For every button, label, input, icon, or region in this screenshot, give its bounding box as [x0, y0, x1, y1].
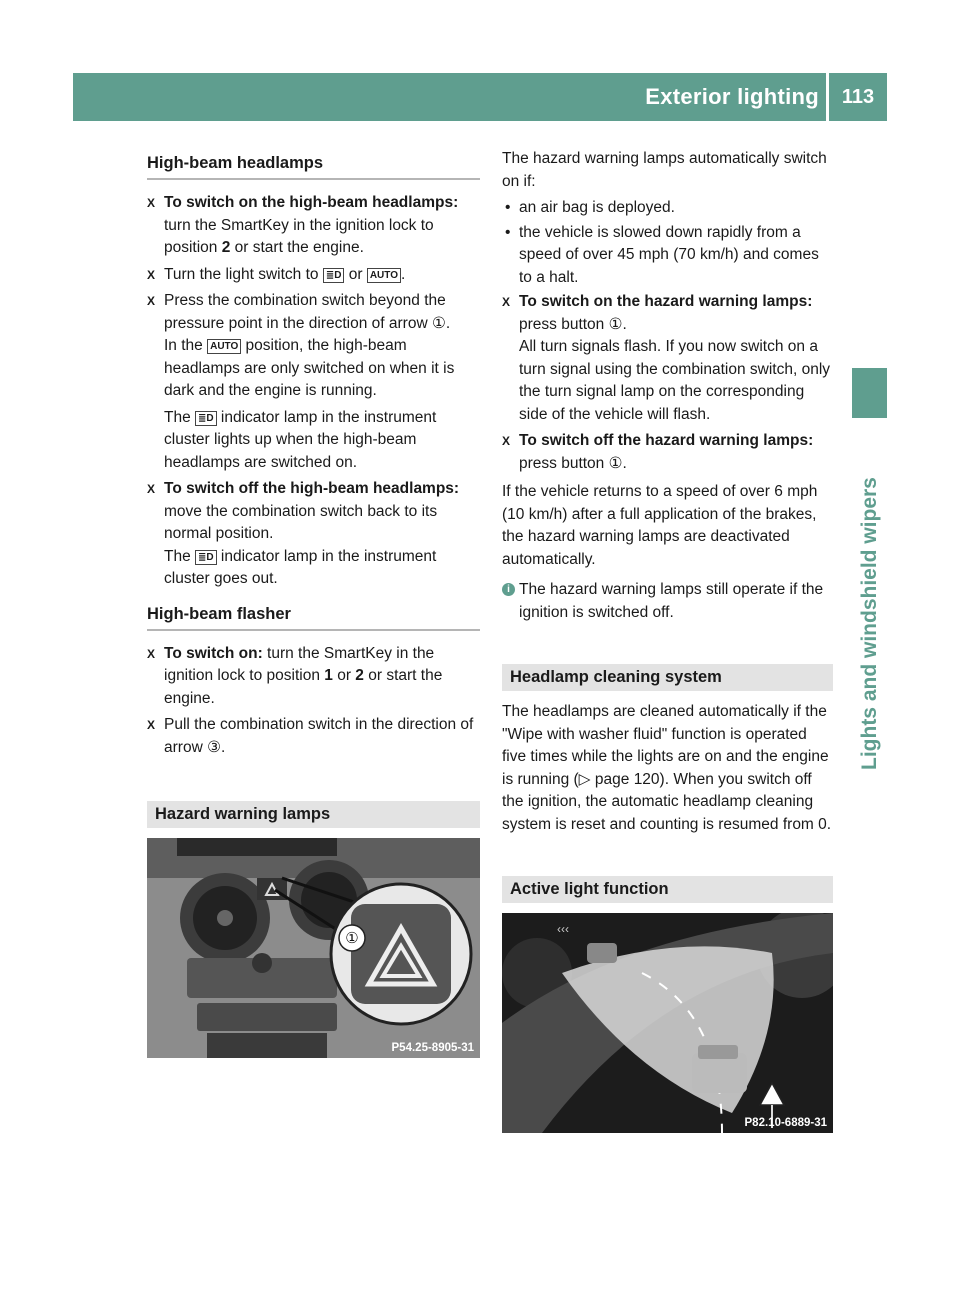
auto-light-icon: AUTO	[367, 268, 401, 283]
high-beam-icon: ≣D	[195, 550, 217, 565]
step-hazard-on: X To switch on the hazard warning lamps: press button ①. All turn signals flash. If you now switch on a turn signal using the combination switch, only the turn signal lamp on the corresponding side of the vehicle will flash.	[502, 293, 831, 423]
bullet-item: • an air bag is deployed.	[505, 199, 675, 216]
auto-light-icon: AUTO	[207, 339, 241, 354]
step-arrow-icon: X	[147, 267, 156, 282]
heading-high-beam-flasher: High-beam flasher	[147, 605, 480, 631]
hazard-switch-figure	[147, 838, 480, 1058]
step-arrow-icon: X	[502, 434, 511, 448]
step-switch-on-high-beam: X To switch on the high-beam headlamps: turn the SmartKey in the ignition lock to position 2 or start the engine.	[147, 194, 459, 256]
step-hazard-off: X To switch off the hazard warning lamps: press button ①.	[502, 432, 814, 472]
step-flasher-switch-on: X To switch on: turn the SmartKey in the ignition lock to position 1 or 2 or start the engine.	[147, 644, 443, 707]
chapter-tab	[852, 368, 887, 418]
active-light-figure	[502, 913, 833, 1133]
hazard-switch-illustration	[147, 838, 480, 1058]
left-column	[147, 148, 480, 1058]
bullet-item: • the vehicle is slowed down rapidly from a speed of over 45 mph (70 km/h) and comes to a halt.	[505, 223, 819, 286]
figure-code: P82.10-6889-31	[744, 1117, 827, 1129]
step-arrow-icon: X	[147, 482, 156, 496]
page-header	[73, 73, 887, 121]
headlamp-cleaning-para: The headlamps are cleaned automatically if the "Wipe with washer fluid" function is operated five times while the lights are on and the engine is running (▷ page 120). When you switch off the ignition, the automatic headlamp cleaning system is reset and counting is resumed from 0.	[502, 703, 832, 833]
callout-1: ①	[345, 930, 359, 947]
step-arrow-icon: X	[502, 295, 511, 309]
hazard-para: If the vehicle returns to a speed of over 6 mph (10 km/h) after a full application of the brakes, the hazard warning lamps are deactivated automatically.	[502, 483, 818, 568]
heading-hazard-warning-lamps: Hazard warning lamps	[147, 801, 480, 828]
page-number: 113	[841, 86, 875, 108]
step-arrow-icon: X	[147, 646, 156, 661]
hazard-note: i The hazard warning lamps still operate if the ignition is switched off.	[502, 579, 833, 624]
step-press-combination-switch: X Press the combination switch beyond the pressure point in the direction of arrow ①. In the AUTO position, the high-beam headlamps are only switched on when it is dark and the engine is running. The ≣D indicator lamp in the instrument cluster lights up when the high-beam headlamps are switched on.	[147, 292, 455, 471]
step-switch-off-high-beam: X To switch off the high-beam headlamps: move the combination switch back to its normal position. The ≣D indicator lamp in the instrument cluster goes out.	[147, 480, 460, 587]
step-arrow-icon: X	[147, 294, 156, 308]
right-column	[502, 148, 833, 1133]
chapter-label: Lights and windshield wipers	[858, 477, 881, 770]
info-icon: i	[502, 583, 515, 596]
heading-high-beam-headlamps: High-beam headlamps	[147, 154, 480, 180]
step-flasher-pull: X Pull the combination switch in the direction of arrow ③.	[147, 716, 474, 756]
svg-text:‹‹‹: ‹‹‹	[557, 922, 569, 936]
step-turn-light-switch: X Turn the light switch to ≣D or AUTO .	[147, 264, 480, 287]
step-arrow-icon: X	[147, 718, 156, 732]
high-beam-icon: ≣D	[195, 411, 217, 426]
step-arrow-icon: X	[147, 196, 156, 210]
hazard-intro: The hazard warning lamps automatically switch on if:	[502, 150, 827, 190]
heading-headlamp-cleaning: Headlamp cleaning system	[502, 664, 833, 691]
active-light-illustration	[502, 913, 833, 1133]
figure-code: P54.25-8905-31	[391, 1042, 474, 1054]
header-title: Exterior lighting	[645, 84, 819, 109]
heading-active-light: Active light function	[502, 876, 833, 903]
low-beam-icon: ≣D	[323, 268, 345, 283]
